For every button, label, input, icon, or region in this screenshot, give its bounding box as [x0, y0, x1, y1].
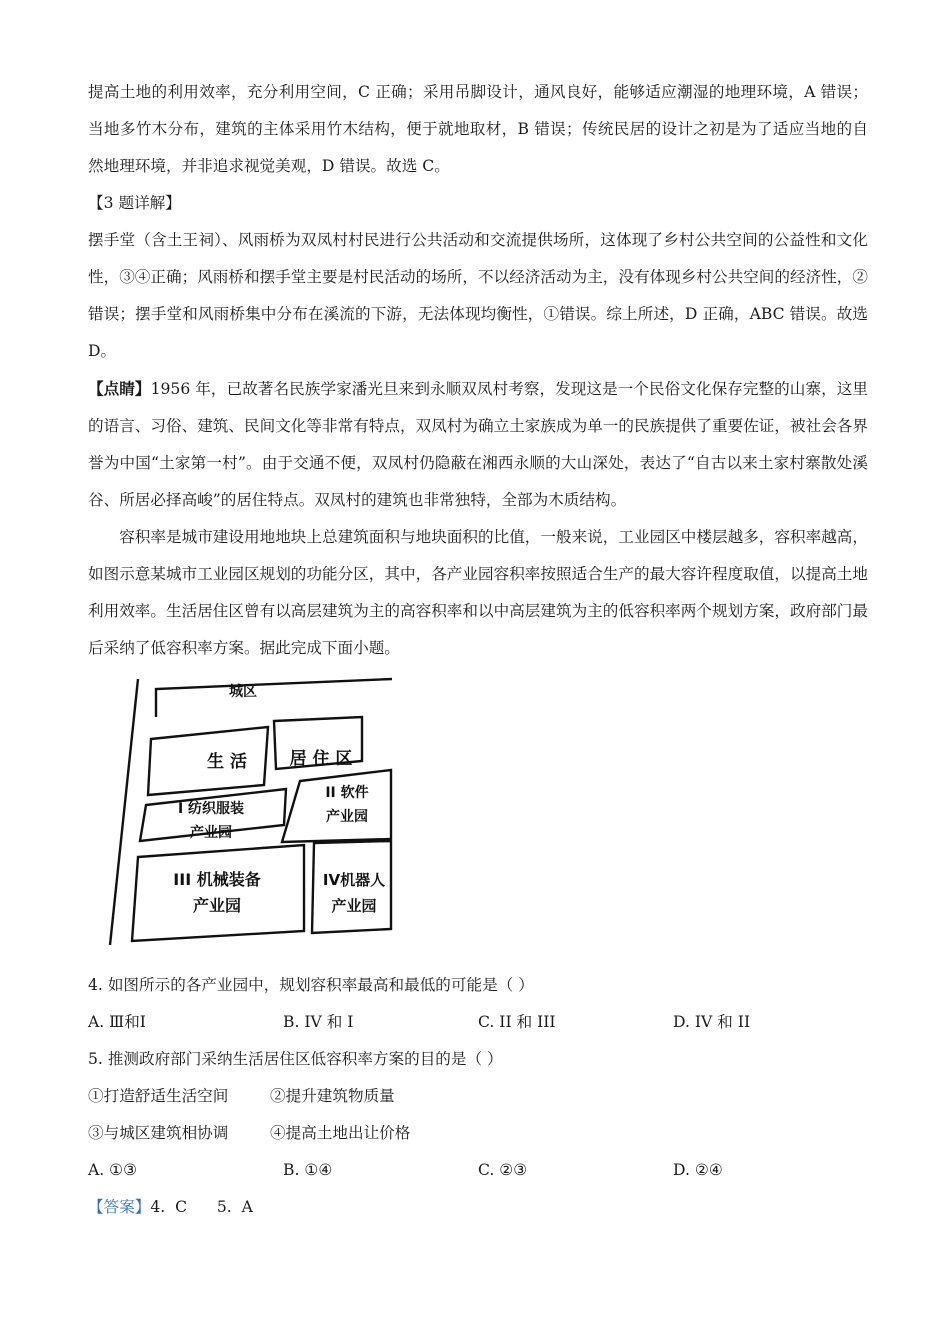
question-5-item-2: ②提升建筑物质量 [270, 1087, 395, 1105]
zoning-diagram [96, 677, 396, 959]
answer-text: 4. C 5. A [150, 1198, 253, 1216]
dianjing-text: 1956 年，已故著名民族学家潘光旦来到永顺双凤村考察，发现这是一个民俗文化保存完整的山寨，这里的语言、习俗、建筑、民间文化等非常有特点，双凤村为确立土家族成为单一的民族提供了重要佐证，被社会各界誉为中国“土家第一村”。由于交通不便，双凤村仍隐蔽在湘西永顺的大山深处，表达了“自古以来土家村寨散处溪谷、所居必择高峻”的居住特点。双凤村的建筑也非常独特，全部为木质结构。 [88, 380, 868, 509]
question-4-stem: 4. 如图所示的各产业园中，规划容积率最高和最低的可能是（ ） [88, 976, 534, 994]
question-4-option-d: D. IV 和 II [673, 1013, 751, 1031]
question-5-item-1: ①打造舒适生活空间 [88, 1087, 229, 1105]
heading-question-3: 【3 题详解】 [88, 194, 181, 212]
label-zone-2-name: II 软件 [325, 785, 369, 801]
document-page [88, 74, 868, 1226]
answer-tag: 【答案】 [88, 1198, 151, 1216]
label-zone-2 [302, 781, 392, 829]
label-city: 城区 [229, 684, 257, 700]
paragraph-context: 容积率是城市建设用地地块上总建筑面积与地块面积的比值，一般来说，工业园区中楼层越多，容积率越高，如图示意某城市工业园区规划的功能分区，其中，各产业园容积率按照适合生产的最大容许程度取值，以提高土地利用效率。生活居住区曾有以高层建筑为主的高容积率和以中高层建筑为主的低容积率两个规划方案，政府部门最后采纳了低容积率方案。据此完成下面小题。 [88, 528, 868, 657]
label-zone-4-suffix: 产业园 [331, 897, 377, 915]
dianjing-tag: 【点睛】 [88, 379, 151, 398]
question-4-option-b: B. IV 和 I [283, 1013, 354, 1031]
question-5-item-4: ④提高土地出让价格 [270, 1124, 411, 1142]
question-5-option-c: C. ②③ [478, 1161, 528, 1179]
question-5-items-row-1 [88, 1078, 868, 1115]
question-5-stem: 5. 推测政府部门采纳生活居住区低容积率方案的目的是（ ） [88, 1050, 503, 1068]
label-zone-3 [152, 867, 282, 919]
paragraph-question-3: 摆手堂（含土王祠）、风雨桥为双凤村村民进行公共活动和交流提供场所，这体现了乡村公共空间的公益性和文化性，③④正确；风雨桥和摆手堂主要是村民活动的场所，不以经济活动为主，没有体现乡村公共空间的经济性，②错误；摆手堂和风雨桥集中分布在溪流的下游，无法体现均衡性，①错误。综上所述，D 正确，ABC 错误。故选 D。 [88, 231, 868, 360]
label-zone-4 [318, 867, 390, 919]
label-residential-a: 生 活 [207, 752, 247, 772]
paragraph-intro: 提高土地的利用效率，充分利用空间，C 正确；采用吊脚设计，通风良好，能够适应潮湿的地理环境，A 错误；当地多竹木分布，建筑的主体采用竹木结构，便于就地取材，B 错误；传统民居的设计之初是为了适应当地的自然地理环境，并非追求视觉美观，D 错误。故选 C。 [88, 83, 868, 175]
label-zone-4-name: IV机器人 [322, 871, 386, 889]
question-4-options [88, 1004, 868, 1041]
question-5-options [88, 1152, 868, 1189]
question-4-option-a: A. Ⅲ和Ⅰ [88, 1013, 146, 1031]
paragraph-dianjing [88, 370, 868, 519]
label-zone-2-suffix: 产业园 [326, 809, 368, 825]
label-zone-1 [156, 797, 266, 845]
question-5-option-d: D. ②④ [673, 1161, 723, 1179]
question-5-items-row-2 [88, 1115, 868, 1152]
label-zone-3-suffix: 产业园 [192, 896, 241, 915]
question-5-option-a: A. ①③ [88, 1161, 138, 1179]
label-zone-3-name: III 机械装备 [173, 870, 261, 889]
label-residential-b: 居 住 区 [289, 749, 353, 769]
label-zone-1-suffix: 产业园 [190, 825, 232, 841]
answer-line [88, 1189, 868, 1226]
label-zone-1-name: I 纺织服装 [177, 801, 245, 817]
question-5-item-3: ③与城区建筑相协调 [88, 1124, 229, 1142]
question-5-option-b: B. ①④ [283, 1161, 333, 1179]
question-4-option-c: C. II 和 III [478, 1013, 556, 1031]
